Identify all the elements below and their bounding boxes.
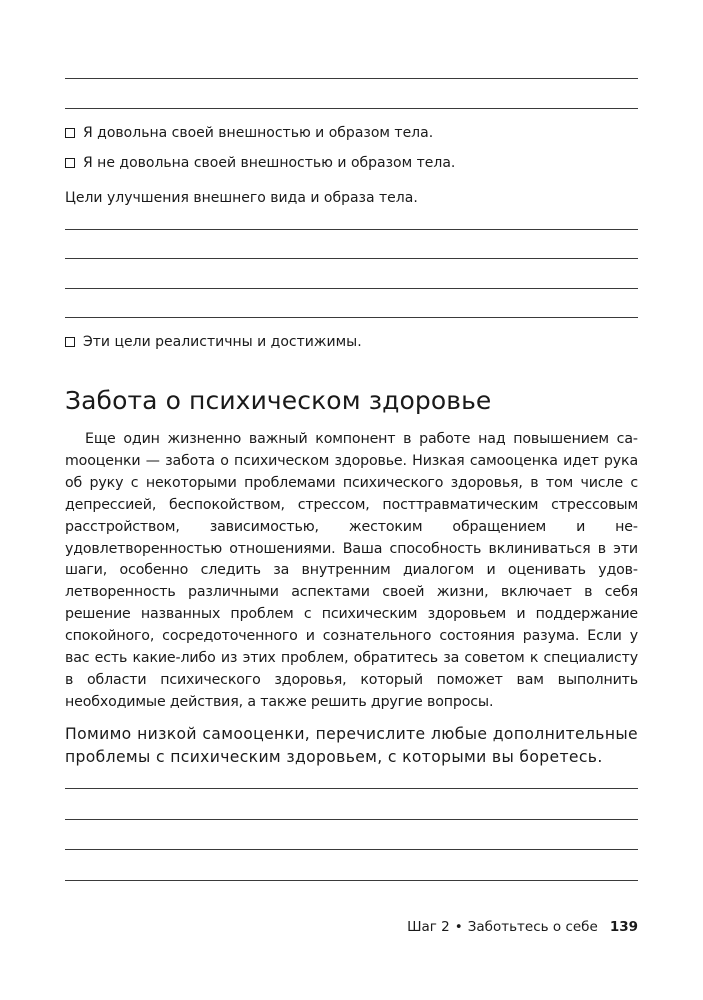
writing-line[interactable] (65, 788, 638, 789)
workbook-page (65, 0, 638, 1000)
writing-line[interactable] (65, 288, 638, 289)
writing-line[interactable] (65, 317, 638, 318)
page-number: 139 (609, 919, 638, 935)
checkbox-icon[interactable] (65, 128, 75, 138)
footer-step: Шаг 2 (407, 919, 450, 935)
checkbox-row-not-satisfied[interactable] (65, 154, 455, 172)
prompt-paragraph: Помимо низкой самооценки, перечислите любые дополнительные проблемы с психическим здоровьем, с которыми вы боретесь. (65, 725, 638, 766)
writing-line[interactable] (65, 849, 638, 850)
checkbox-row-satisfied[interactable] (65, 124, 433, 142)
section-title: Забота о психическом здоровье (65, 386, 492, 415)
writing-line[interactable] (65, 78, 638, 79)
writing-line[interactable] (65, 229, 638, 230)
checkbox-row-realistic[interactable] (65, 333, 362, 351)
footer-chapter: Заботьтесь о себе (467, 919, 598, 935)
footer-bullet: • (454, 919, 463, 935)
writing-line[interactable] (65, 819, 638, 820)
page-footer (407, 917, 638, 937)
body-paragraph: Еще один жизненно важный компонент в работе над повышением саmооценки — забота о психическом здоровье. Низкая самооценка идет рука об руку с некоторыми проблемами психического здоровья, в том числе с депрессией, беспокойством, стрессом, посттравматическим стрессовым расстройством, зависимостью, жестоким обращением и неудовлетворенностью отношениями. Ваша способность вклиниваться в эти шаги, особенно следить за внутренним диалогом и оценивать удовлетворенность различными аспектами своей жизни, включает в себя решение названных проблем с психическим здоровьем и поддержание спокойного, сосредоточенного и сознательного состояния разума. Если у вас есть какие-либо из этих проблем, обратитесь за советом к специалисту в области психического здоровья, который поможет вам выполнить необходимые действия, а также решить другие вопросы. (65, 431, 638, 710)
writing-line[interactable] (65, 880, 638, 881)
checkbox-label: Я довольна своей внешностью и образом тела. (83, 125, 434, 141)
checkbox-label: Эти цели реалистичны и достижимы. (83, 334, 362, 350)
checkbox-label: Я не довольна своей внешностью и образом тела. (83, 155, 456, 171)
writing-line[interactable] (65, 258, 638, 259)
goals-label: Цели улучшения внешнего вида и образа тела. (65, 190, 418, 206)
writing-line[interactable] (65, 108, 638, 109)
checkbox-icon[interactable] (65, 158, 75, 168)
checkbox-icon[interactable] (65, 337, 75, 347)
